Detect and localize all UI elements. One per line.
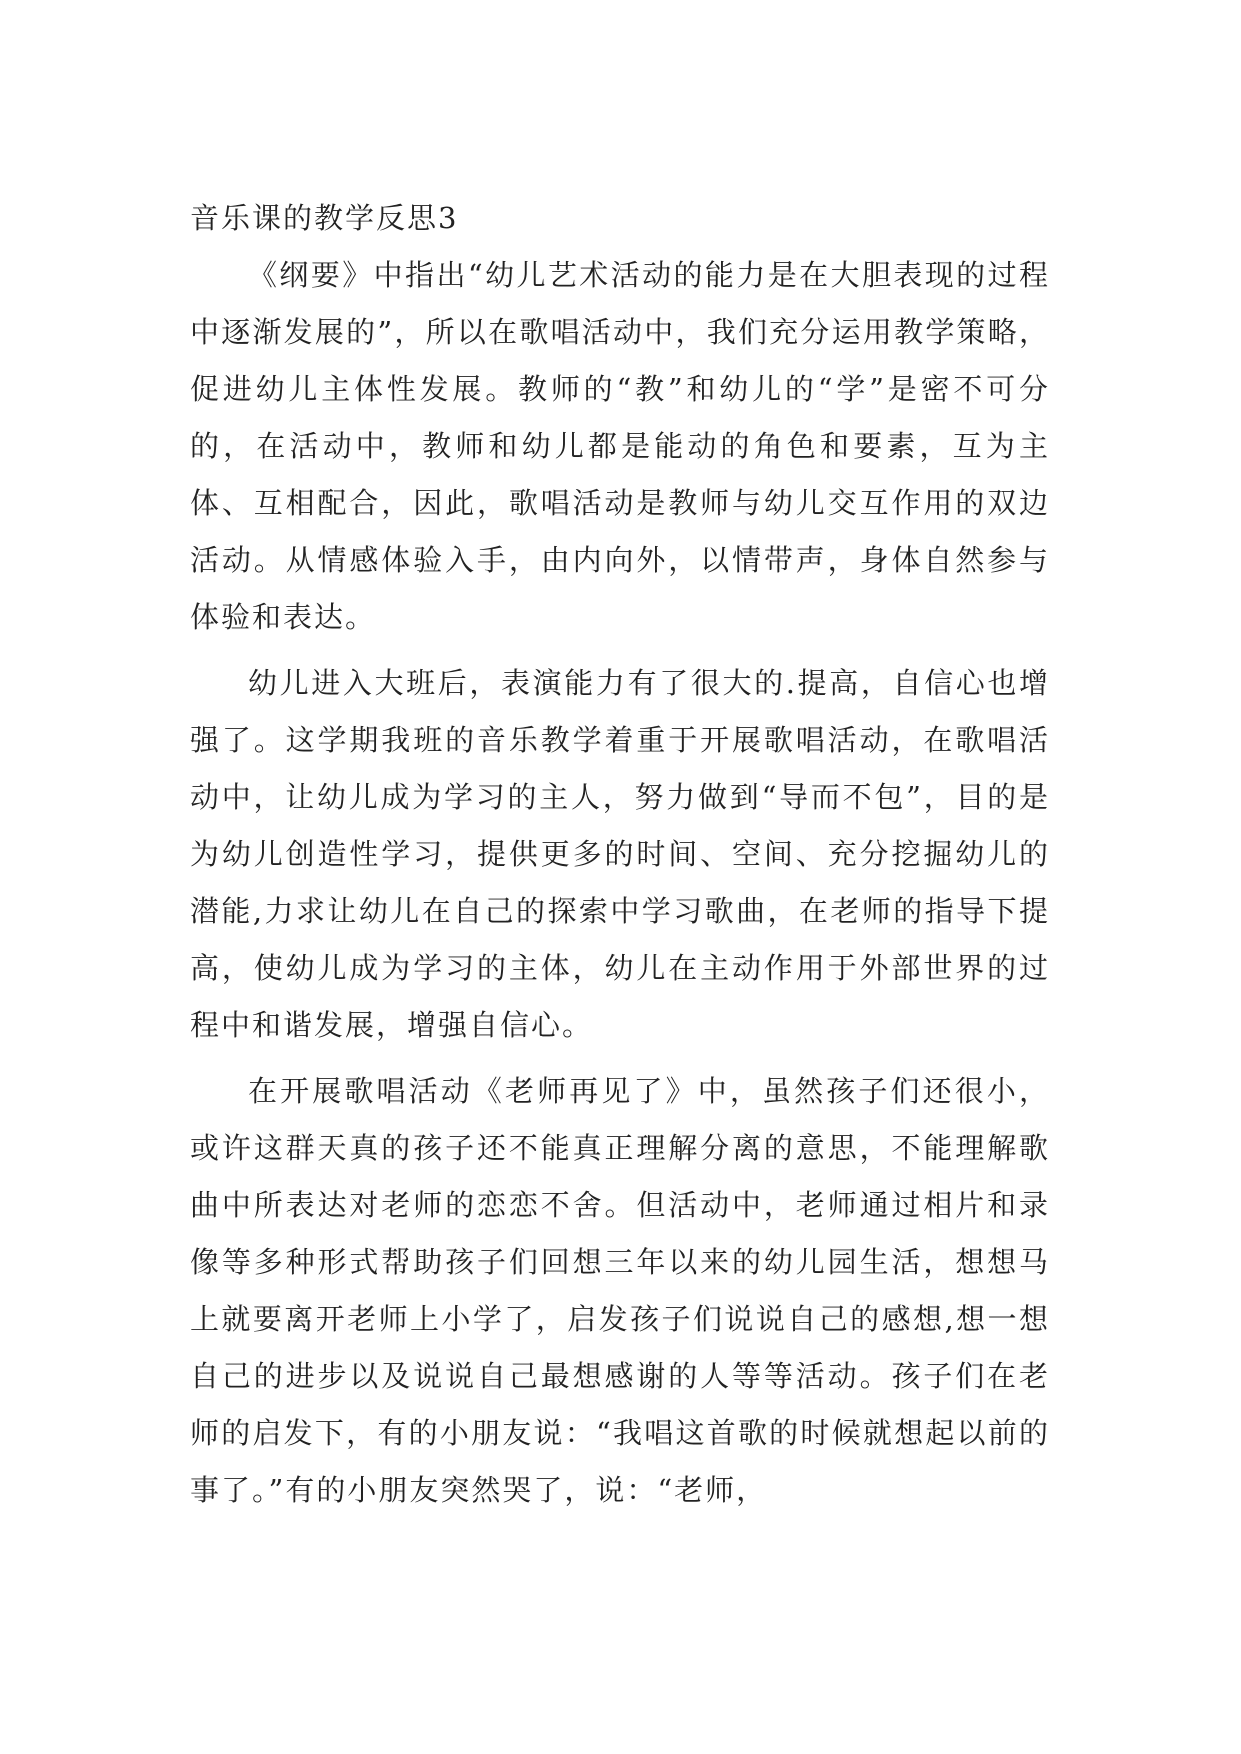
paragraph-1: 《纲要》中指出“幼儿艺术活动的能力是在大胆表现的过程中逐渐发展的”，所以在歌唱活动中，我们充分运用教学策略，促进幼儿主体性发展。教师的“教”和幼儿的“学”是密不可分的，在活动中，教师和幼儿都是能动的角色和要素，互为主体、互相配合，因此，歌唱活动是教师与幼儿交互作用的双边活动。从情感体验入手，由内向外，以情带声，身体自然参与体验和表达。	[190, 258, 1050, 634]
document-body	[190, 190, 1050, 1528]
paragraph-2: 幼儿进入大班后，表演能力有了很大的.提高，自信心也增强了。这学期我班的音乐教学着重于开展歌唱活动，在歌唱活动中，让幼儿成为学习的主人，努力做到“导而不包”，目的是为幼儿创造性学习，提供更多的时间、空间、充分挖掘幼儿的潜能,力求让幼儿在自己的探索中学习歌曲，在老师的指导下提高，使幼儿成为学习的主体，幼儿在主动作用于外部世界的过程中和谐发展，增强自信心。	[190, 666, 1050, 1042]
paragraph-3: 在开展歌唱活动《老师再见了》中，虽然孩子们还很小，或许这群天真的孩子还不能真正理解分离的意思，不能理解歌曲中所表达对老师的恋恋不舍。但活动中，老师通过相片和录像等多种形式帮助孩子们回想三年以来的幼儿园生活，想想马上就要离开老师上小学了，启发孩子们说说自己的感想,想一想自己的进步以及说说自己最想感谢的人等等活动。孩子们在老师的启发下，有的小朋友说：“我唱这首歌的时候就想起以前的事了。”有的小朋友突然哭了，说：“老师，	[190, 1074, 1050, 1507]
document-title: 音乐课的教学反思3	[190, 201, 459, 235]
